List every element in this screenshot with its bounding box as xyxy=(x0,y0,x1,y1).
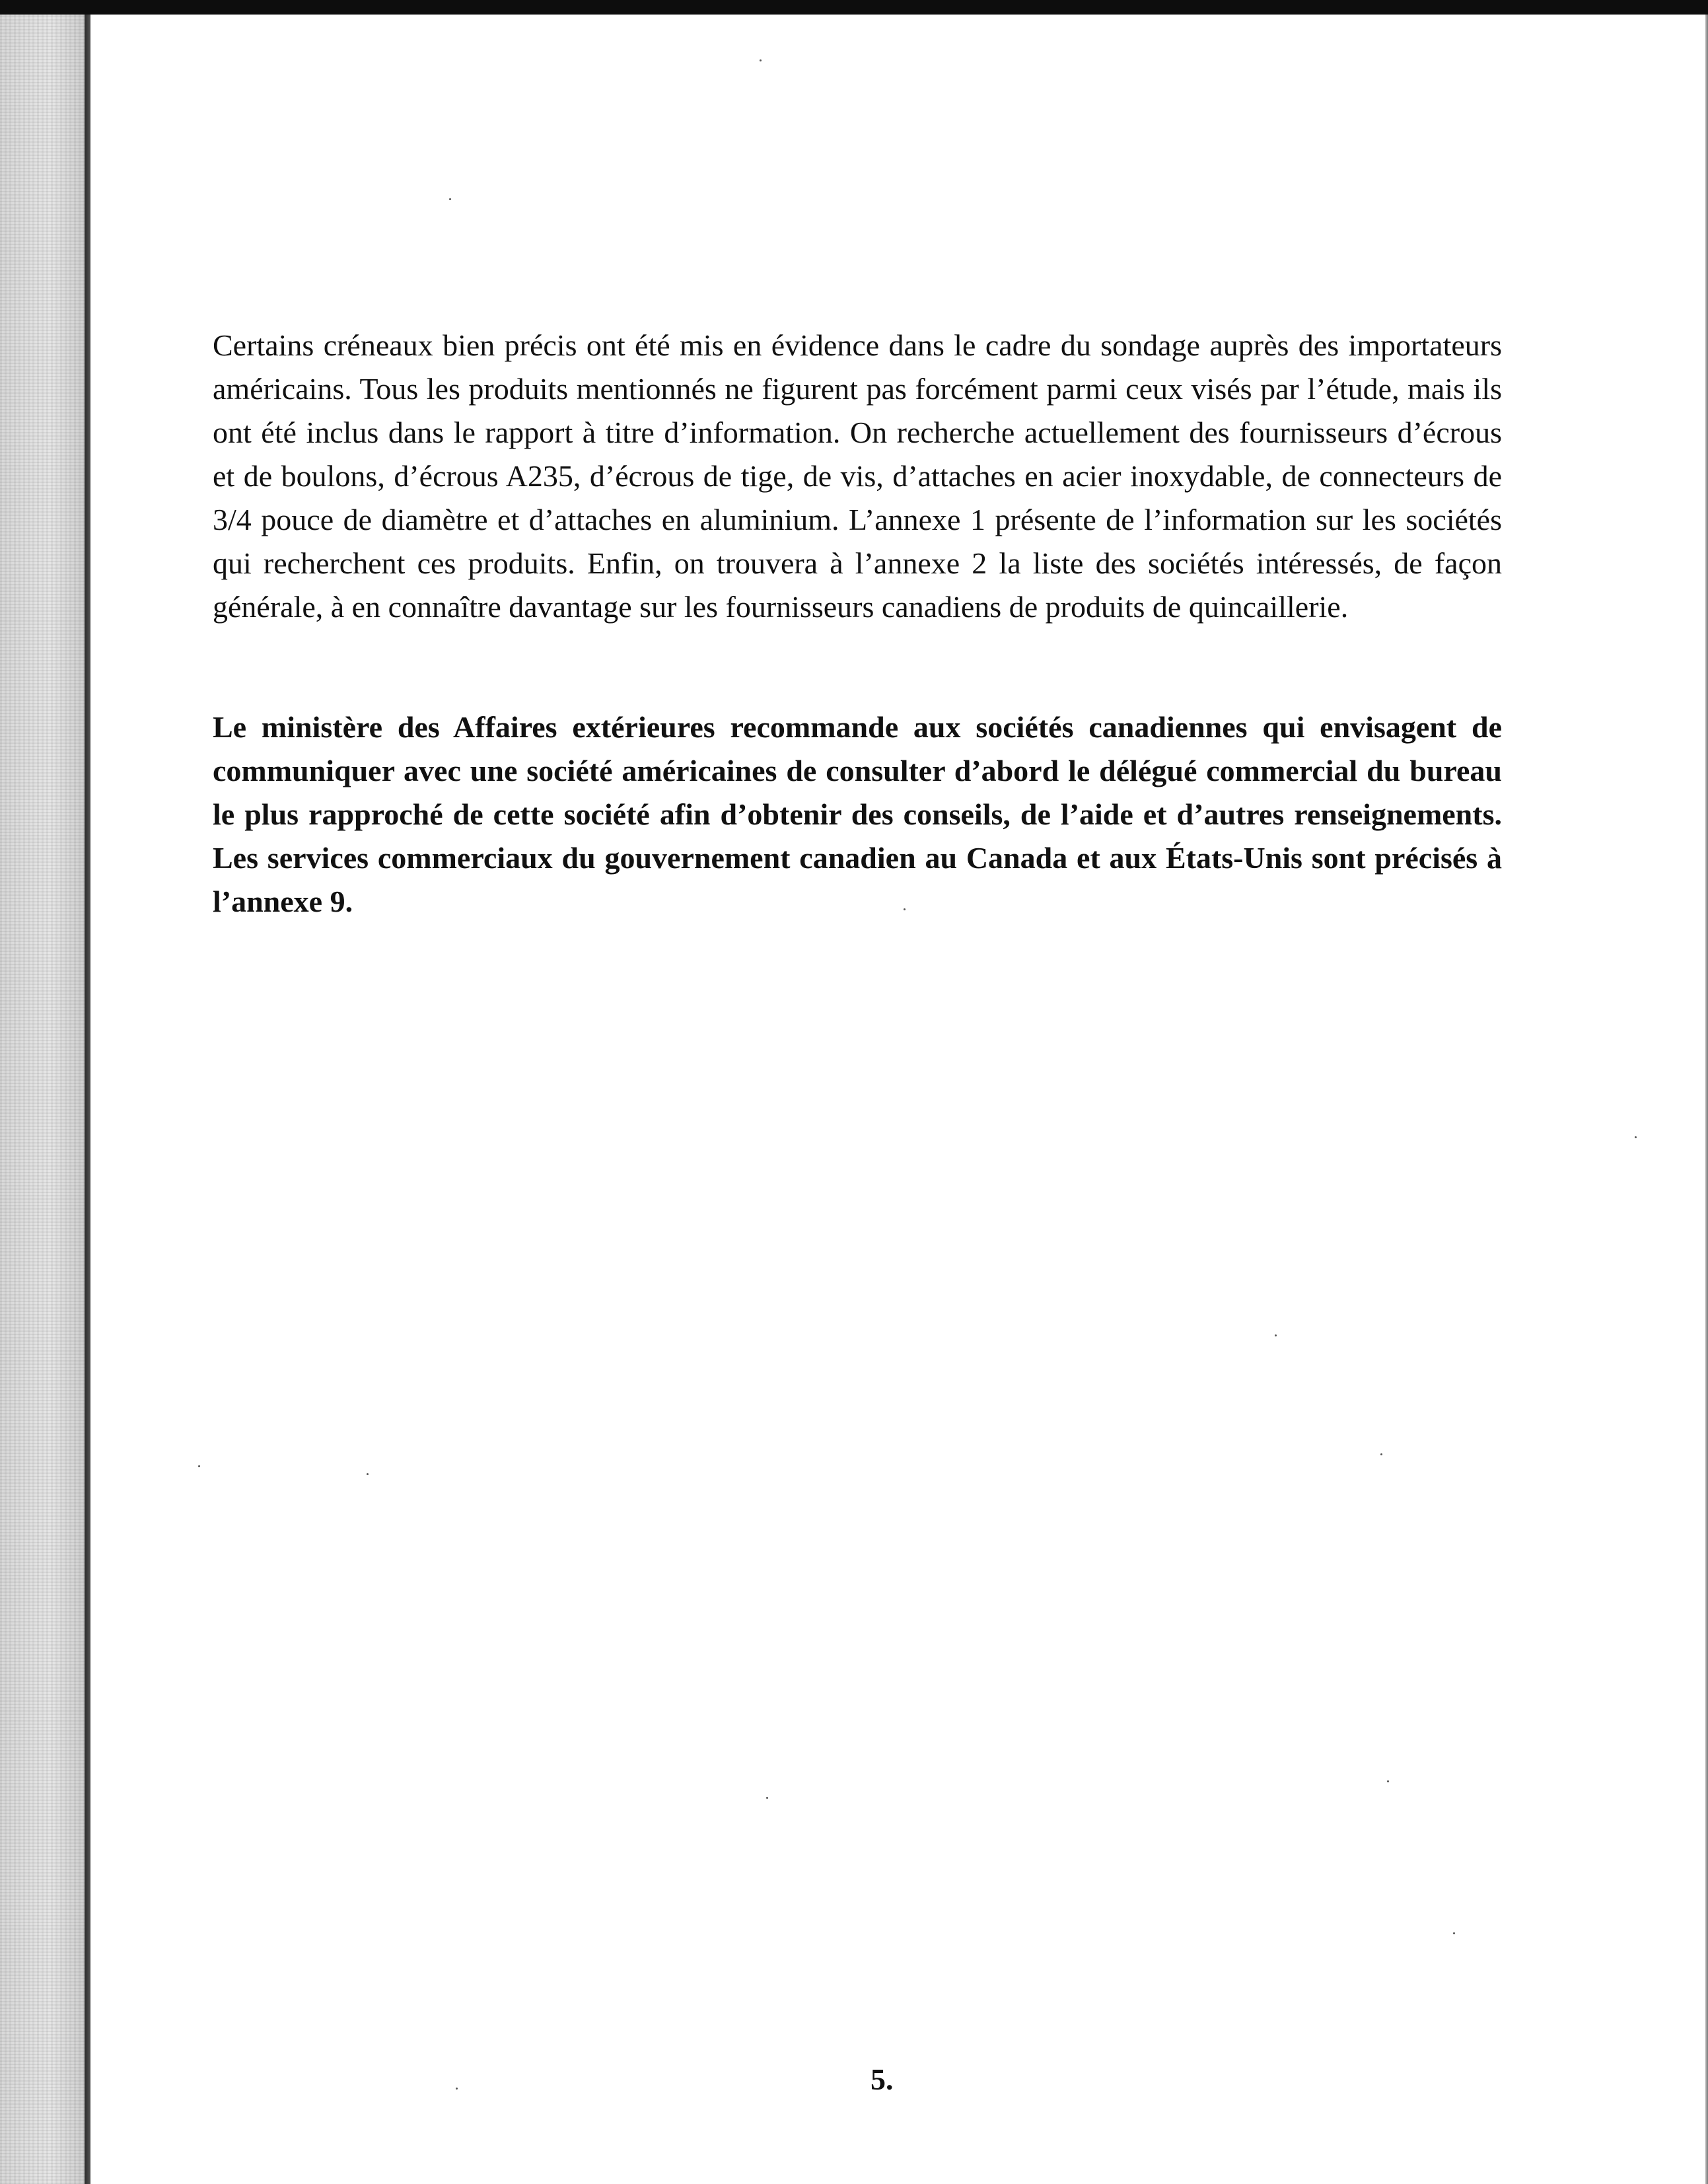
scan-speck xyxy=(1380,1453,1382,1455)
body-paragraph: Certains créneaux bien précis ont été mis en évidence dans le cadre du sondage auprès des importateurs américains. Tous les produits mentionnés ne figurent pas forcément parmi ceux visés par l’étude, mais ils ont été inclus dans le rapport à titre d’information. On recherche actuellement des fournisseurs d’écrous et de boulons, d’écrous A235, d’écrous de tige, de vis, d’attaches en acier inoxydable, de connecteurs de 3/4 pouce de diamètre et d’attaches en aluminium. L’annexe 1 présente de l’information sur les sociétés qui recherchent ces produits. Enfin, on trouvera à l’annexe 2 la liste des sociétés intéressés, de façon générale, à en connaître davantage sur les fournisseurs canadiens de produits de quincaillerie. xyxy=(213,328,1502,624)
scan-left-edge xyxy=(85,15,90,2184)
body-paragraph-bold: Le ministère des Affaires extérieures recommande aux sociétés canadiennes qui envisagent de communiquer avec une société américaines de consulter d’abord le délégué commercial du bureau le plus rapproché de cette société afin d’obtenir des conseils, de l’aide et d’autres renseignements. Les services commerciaux du gouvernement canadien au Canada et aux États-Unis sont précisés à l’annexe 9. xyxy=(213,710,1502,918)
scan-speck xyxy=(760,59,762,61)
scan-top-border xyxy=(0,0,1708,15)
scan-left-margin xyxy=(0,15,85,2184)
scan-speck xyxy=(449,198,451,200)
scan-speck xyxy=(1635,1136,1637,1138)
page-number: 5. xyxy=(871,2062,894,2096)
scan-speck xyxy=(198,1465,200,1467)
scan-speck xyxy=(367,1473,369,1475)
scan-speck xyxy=(1387,1780,1389,1782)
scan-speck xyxy=(766,1797,768,1799)
scan-speck xyxy=(1275,1334,1277,1336)
scan-speck xyxy=(456,2088,458,2090)
scan-right-edge xyxy=(1705,15,1708,2184)
scan-speck xyxy=(1453,1932,1455,1934)
